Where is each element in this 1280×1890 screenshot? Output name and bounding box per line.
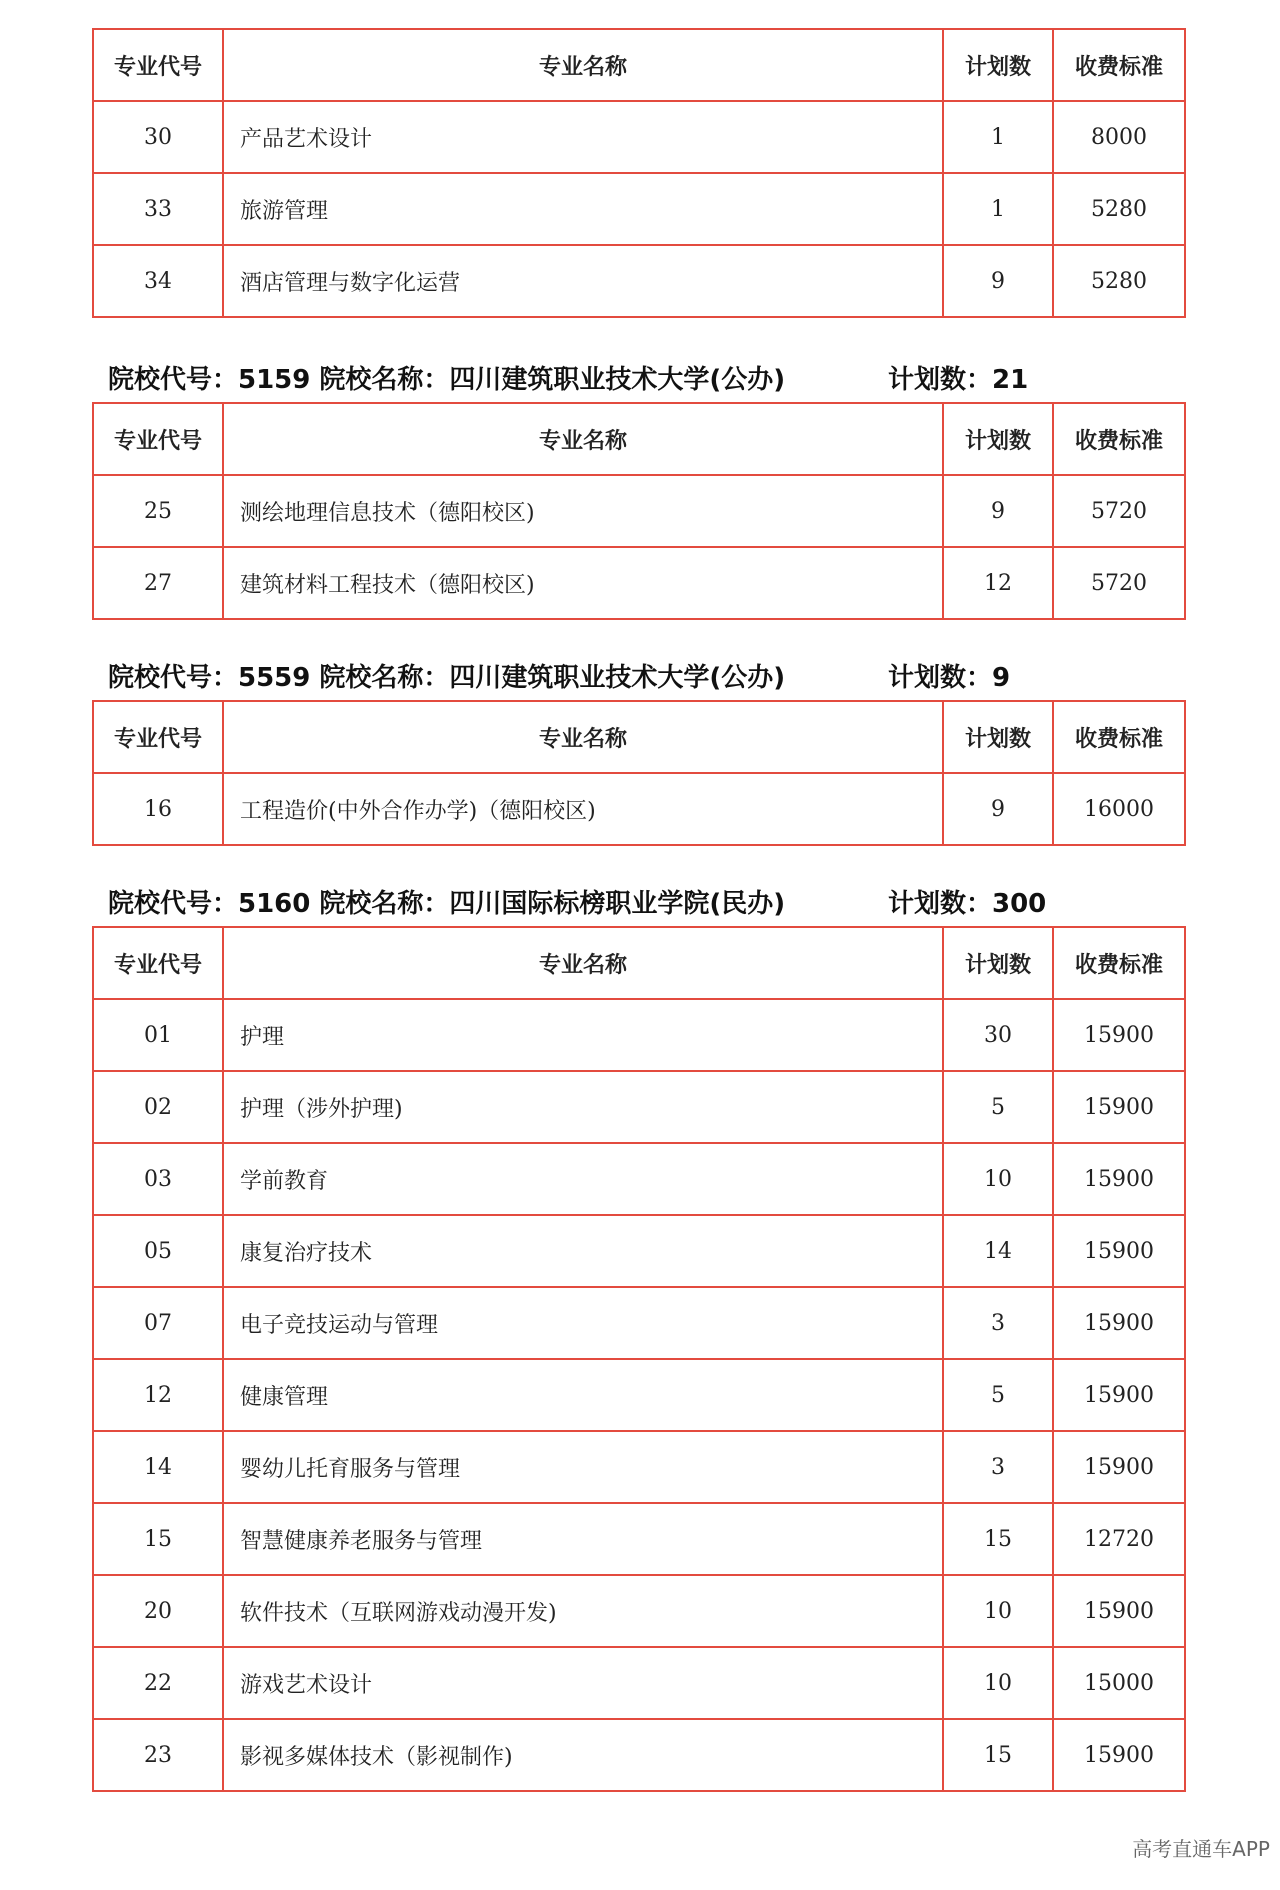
- header-fee: 收费标准: [1053, 927, 1185, 999]
- section-header: [108, 884, 1047, 924]
- header-plan: 计划数: [943, 403, 1053, 475]
- section-header: [108, 658, 1011, 698]
- cell-code: 16: [93, 773, 223, 845]
- cell-name: 康复治疗技术: [223, 1215, 943, 1287]
- cell-name: 旅游管理: [223, 173, 943, 245]
- cell-fee: 15900: [1053, 1287, 1185, 1359]
- cell-code: 05: [93, 1215, 223, 1287]
- table-row: [93, 1071, 1185, 1143]
- cell-fee: 15900: [1053, 1143, 1185, 1215]
- cell-fee: 8000: [1053, 101, 1185, 173]
- table-row: [93, 245, 1185, 317]
- header-code: 专业代号: [93, 29, 223, 101]
- table-header-row: [93, 927, 1185, 999]
- school-plan-count: 计划数：21: [888, 365, 1029, 395]
- cell-fee: 15900: [1053, 1359, 1185, 1431]
- header-fee: 收费标准: [1053, 701, 1185, 773]
- cell-plan: 15: [943, 1503, 1053, 1575]
- cell-code: 27: [93, 547, 223, 619]
- cell-name: 测绘地理信息技术（德阳校区): [223, 475, 943, 547]
- plan-table-4: [92, 926, 1186, 1792]
- cell-plan: 14: [943, 1215, 1053, 1287]
- cell-plan: 15: [943, 1719, 1053, 1791]
- cell-name: 学前教育: [223, 1143, 943, 1215]
- table-row: [93, 1215, 1185, 1287]
- cell-name: 健康管理: [223, 1359, 943, 1431]
- cell-name: 工程造价(中外合作办学)（德阳校区): [223, 773, 943, 845]
- cell-code: 03: [93, 1143, 223, 1215]
- header-name: 专业名称: [223, 927, 943, 999]
- header-fee: 收费标准: [1053, 403, 1185, 475]
- cell-plan: 12: [943, 547, 1053, 619]
- table-row: [93, 1359, 1185, 1431]
- cell-fee: 15000: [1053, 1647, 1185, 1719]
- cell-fee: 15900: [1053, 1575, 1185, 1647]
- table-row: [93, 1287, 1185, 1359]
- cell-plan: 9: [943, 245, 1053, 317]
- cell-code: 14: [93, 1431, 223, 1503]
- table-row: [93, 1647, 1185, 1719]
- school-info: 院校代号：5160 院校名称：四川国际标榜职业学院(民办): [108, 889, 786, 919]
- cell-name: 护理（涉外护理): [223, 1071, 943, 1143]
- cell-plan: 10: [943, 1575, 1053, 1647]
- cell-name: 软件技术（互联网游戏动漫开发): [223, 1575, 943, 1647]
- cell-name: 护理: [223, 999, 943, 1071]
- plan-table-1: [92, 28, 1186, 318]
- header-code: 专业代号: [93, 927, 223, 999]
- cell-plan: 1: [943, 101, 1053, 173]
- table-row: [93, 999, 1185, 1071]
- header-plan: 计划数: [943, 29, 1053, 101]
- header-name: 专业名称: [223, 701, 943, 773]
- cell-fee: 15900: [1053, 1071, 1185, 1143]
- table-row: [93, 173, 1185, 245]
- table-header-row: [93, 701, 1185, 773]
- cell-fee: 15900: [1053, 1215, 1185, 1287]
- cell-name: 酒店管理与数字化运营: [223, 245, 943, 317]
- cell-plan: 10: [943, 1143, 1053, 1215]
- cell-fee: 5280: [1053, 173, 1185, 245]
- cell-plan: 1: [943, 173, 1053, 245]
- watermark: 高考直通车APP: [1132, 1837, 1270, 1861]
- header-fee: 收费标准: [1053, 29, 1185, 101]
- table-row: [93, 547, 1185, 619]
- school-info: 院校代号：5159 院校名称：四川建筑职业技术大学(公办): [108, 365, 786, 395]
- cell-code: 33: [93, 173, 223, 245]
- cell-code: 22: [93, 1647, 223, 1719]
- cell-name: 婴幼儿托育服务与管理: [223, 1431, 943, 1503]
- table-header-row: [93, 403, 1185, 475]
- cell-code: 20: [93, 1575, 223, 1647]
- cell-code: 25: [93, 475, 223, 547]
- cell-fee: 16000: [1053, 773, 1185, 845]
- table-row: [93, 1431, 1185, 1503]
- cell-fee: 15900: [1053, 1431, 1185, 1503]
- cell-name: 建筑材料工程技术（德阳校区): [223, 547, 943, 619]
- cell-plan: 5: [943, 1359, 1053, 1431]
- cell-name: 电子竞技运动与管理: [223, 1287, 943, 1359]
- header-plan: 计划数: [943, 927, 1053, 999]
- header-code: 专业代号: [93, 403, 223, 475]
- cell-name: 产品艺术设计: [223, 101, 943, 173]
- table-row: [93, 1575, 1185, 1647]
- cell-name: 影视多媒体技术（影视制作): [223, 1719, 943, 1791]
- plan-table-3: [92, 700, 1186, 846]
- school-plan-count: 计划数：9: [888, 663, 1011, 693]
- plan-table-2: [92, 402, 1186, 620]
- table-row: [93, 1719, 1185, 1791]
- cell-name: 智慧健康养老服务与管理: [223, 1503, 943, 1575]
- table-row: [93, 773, 1185, 845]
- cell-code: 30: [93, 101, 223, 173]
- school-plan-count: 计划数：300: [888, 889, 1047, 919]
- cell-plan: 9: [943, 475, 1053, 547]
- cell-code: 02: [93, 1071, 223, 1143]
- cell-fee: 15900: [1053, 1719, 1185, 1791]
- cell-plan: 3: [943, 1287, 1053, 1359]
- table-row: [93, 1143, 1185, 1215]
- cell-plan: 10: [943, 1647, 1053, 1719]
- header-name: 专业名称: [223, 29, 943, 101]
- table-row: [93, 475, 1185, 547]
- school-info: 院校代号：5559 院校名称：四川建筑职业技术大学(公办): [108, 663, 786, 693]
- cell-plan: 3: [943, 1431, 1053, 1503]
- header-code: 专业代号: [93, 701, 223, 773]
- cell-code: 12: [93, 1359, 223, 1431]
- cell-plan: 5: [943, 1071, 1053, 1143]
- header-name: 专业名称: [223, 403, 943, 475]
- cell-fee: 15900: [1053, 999, 1185, 1071]
- header-plan: 计划数: [943, 701, 1053, 773]
- cell-code: 01: [93, 999, 223, 1071]
- table-header-row: [93, 29, 1185, 101]
- cell-plan: 9: [943, 773, 1053, 845]
- cell-fee: 5720: [1053, 547, 1185, 619]
- cell-fee: 12720: [1053, 1503, 1185, 1575]
- cell-fee: 5280: [1053, 245, 1185, 317]
- cell-code: 34: [93, 245, 223, 317]
- cell-name: 游戏艺术设计: [223, 1647, 943, 1719]
- cell-plan: 30: [943, 999, 1053, 1071]
- table-row: [93, 101, 1185, 173]
- cell-fee: 5720: [1053, 475, 1185, 547]
- cell-code: 15: [93, 1503, 223, 1575]
- table-row: [93, 1503, 1185, 1575]
- cell-code: 07: [93, 1287, 223, 1359]
- section-header: [108, 360, 1029, 400]
- cell-code: 23: [93, 1719, 223, 1791]
